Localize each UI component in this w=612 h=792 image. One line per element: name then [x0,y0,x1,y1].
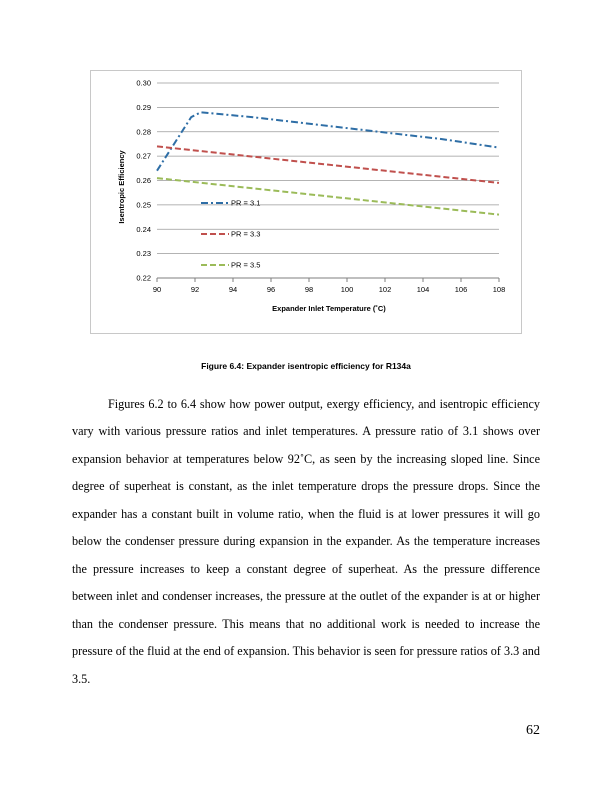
x-tick-label: 108 [492,285,506,294]
x-tick-label: 94 [228,285,238,294]
series-lines [157,112,499,214]
chart-frame [90,70,522,334]
x-tick-label: 92 [190,285,200,294]
legend-label-2: PR = 3.3 [231,229,261,239]
paragraph-text: Figures 6.2 to 6.4 show how power output, exergy efficiency, and isentropic efficiency vary with various pressure ratios and inlet temperatures. A pressure ratio of 3.1 shows over expansion behavior at temperatures below 92˚C, as seen by the increasing sloped line. Since degree of superheat is constant, as the inlet temperature drops the pressure drops. Since the expander has a constant built in volume ratio, when the fluid is at lower pressures it will go below the condenser pressure during expansion in the expander. As the temperature increases the pressure increases to keep a constant degree of superheat. As the pressure difference between inlet and condenser increases, the pressure at the outlet of the expander is at or higher than the condenser pressure. This means that no additional work is needed to increase the pressure of the fluid at the end of expansion. This behavior is seen for pressure ratios of 3.3 and 3.5. [72,397,540,686]
x-axis-label: Expander Inlet Temperature (˚C) [272,304,386,313]
series-line-1 [157,112,499,170]
legend-label-1: PR = 3.1 [231,198,261,208]
y-tick-label: 0.27 [136,151,151,161]
x-tick-label: 100 [340,285,354,294]
series-line-2 [157,146,499,183]
figure-caption: Figure 6.4: Expander isentropic efficiency for R134a [201,361,411,371]
legend-label-3: PR = 3.5 [231,260,261,270]
y-tick-label: 0.29 [136,102,151,112]
series-line-3 [157,178,499,215]
y-axis-label: Isentropic Efficiency [117,150,126,224]
efficiency-chart [91,71,523,335]
y-tick-label: 0.22 [136,273,151,283]
x-tick-label: 90 [152,285,162,294]
x-tick-label: 96 [266,285,276,294]
page-number: 62 [526,723,540,738]
y-tick-label: 0.24 [136,224,151,234]
x-tick-label: 98 [304,285,314,294]
x-tick-label: 102 [378,285,392,294]
body-paragraph [72,391,540,693]
x-tick-label: 104 [416,285,430,294]
y-tick-label: 0.26 [136,176,151,185]
axes [136,79,505,295]
x-tick-label: 106 [454,285,468,294]
y-tick-label: 0.30 [136,78,151,88]
y-tick-label: 0.28 [136,127,151,137]
legend [201,199,260,270]
y-tick-label: 0.25 [136,200,151,210]
y-tick-label: 0.23 [136,249,151,259]
